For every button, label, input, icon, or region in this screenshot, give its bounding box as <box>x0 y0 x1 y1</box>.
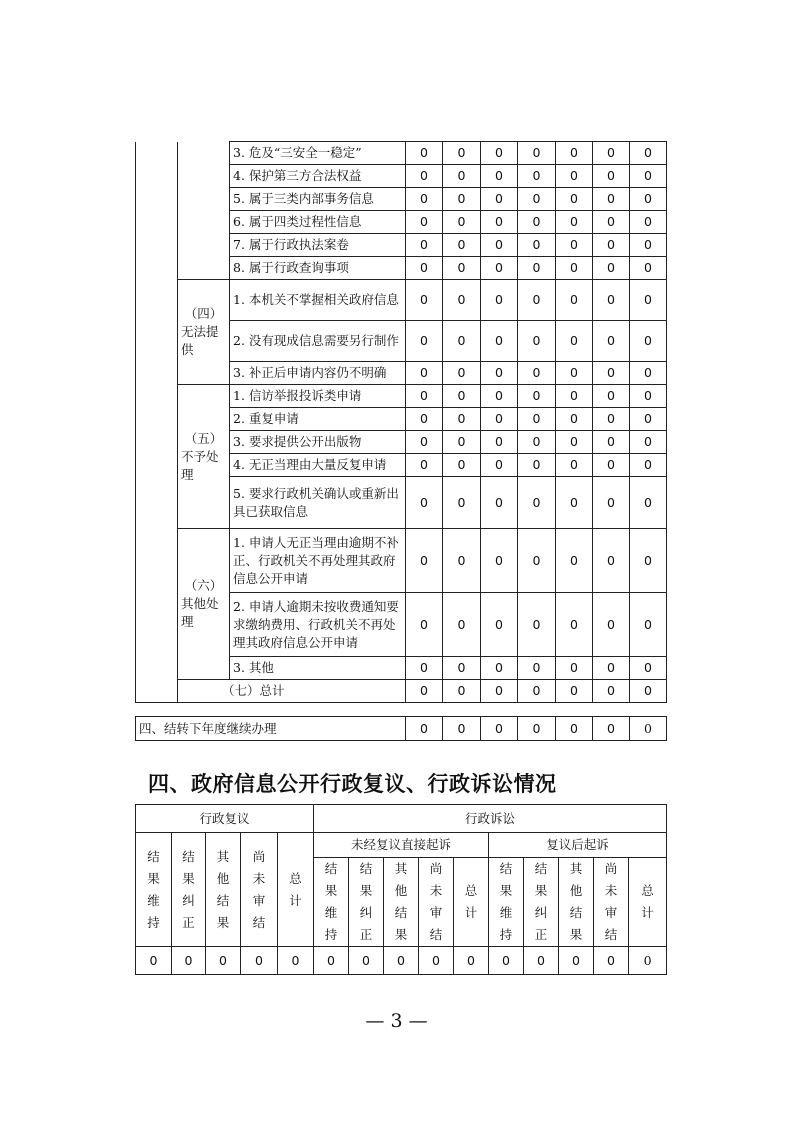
category-number: （六） <box>184 578 223 593</box>
value-cell: 0 <box>556 321 593 362</box>
value-cell: 0 <box>593 529 630 593</box>
col-label: 其他结果 <box>394 861 408 942</box>
value-cell: 0 <box>384 947 419 975</box>
value-cell: 0 <box>630 142 667 165</box>
category-name: 不予处理 <box>181 448 219 482</box>
value-cell: 0 <box>443 165 481 188</box>
value-cell: 0 <box>481 188 518 211</box>
col-pending <box>241 833 278 947</box>
category-name: 其他处理 <box>181 596 219 629</box>
value-cell: 0 <box>593 477 630 529</box>
value-cell: 0 <box>559 947 594 975</box>
value-cell: 0 <box>481 280 518 321</box>
value-cell: 0 <box>593 454 630 477</box>
value-cell: 0 <box>406 321 443 362</box>
value-cell: 0 <box>241 947 278 975</box>
value-cell: 0 <box>593 657 630 680</box>
col-other <box>206 833 241 947</box>
section-heading: 四、政府信息公开行政复议、行政诉讼情况 <box>148 772 557 796</box>
value-cell: 0 <box>518 529 556 593</box>
value-cell: 0 <box>518 280 556 321</box>
value-cell: 0 <box>518 657 556 680</box>
value-cell: 0 <box>556 165 593 188</box>
value-cell: 0 <box>630 321 667 362</box>
value-cell: 0 <box>556 593 593 657</box>
item-label: 6. 属于四类过程性信息 <box>230 211 406 234</box>
value-cell: 0 <box>518 385 556 408</box>
value-cell: 0 <box>593 362 630 385</box>
value-cell: 0 <box>481 680 518 703</box>
item-label: 7. 属于行政执法案卷 <box>230 234 406 257</box>
value-cell: 0 <box>443 593 481 657</box>
value-cell: 0 <box>556 477 593 529</box>
review-litigation-table <box>135 804 667 975</box>
value-cell: 0 <box>481 142 518 165</box>
value-cell: 0 <box>556 680 593 703</box>
item-label: 8. 属于行政查询事项 <box>230 257 406 280</box>
value-cell: 0 <box>556 234 593 257</box>
value-cell: 0 <box>518 211 556 234</box>
col-corrected <box>172 833 206 947</box>
category-name: 无法提供 <box>181 324 219 357</box>
value-cell: 0 <box>556 385 593 408</box>
value-cell: 0 <box>481 165 518 188</box>
item-label: 3. 补正后申请内容仍不明确 <box>230 362 406 385</box>
value-cell: 0 <box>481 408 518 431</box>
value-cell: 0 <box>518 165 556 188</box>
value-cell: 0 <box>630 529 667 593</box>
col-label: 结果纠正 <box>182 848 195 930</box>
value-cell: 0 <box>593 680 630 703</box>
item-label: 3. 其他 <box>230 657 406 680</box>
col-label: 结果纠正 <box>534 861 548 942</box>
col-other <box>384 858 419 947</box>
value-cell: 0 <box>518 234 556 257</box>
value-cell: 0 <box>593 234 630 257</box>
value-cell: 0 <box>556 280 593 321</box>
col-uphold <box>314 858 349 947</box>
value-cell: 0 <box>443 477 481 529</box>
value-cell: 0 <box>406 142 443 165</box>
item-label: 2. 没有现成信息需要另行制作 <box>230 321 406 362</box>
col-label: 总计 <box>464 883 478 920</box>
value-cell: 0 <box>481 385 518 408</box>
total-label: （七）总计 <box>178 680 406 703</box>
value-cell: 0 <box>630 257 667 280</box>
item-label: 4. 保护第三方合法权益 <box>230 165 406 188</box>
col-pending <box>419 858 454 947</box>
item-label: 5. 属于三类内部事务信息 <box>230 188 406 211</box>
value-cell: 0 <box>443 717 481 741</box>
item-label: 3. 危及“三安全一稳定” <box>230 142 406 165</box>
value-cell: 0 <box>406 165 443 188</box>
value-cell: 0 <box>481 657 518 680</box>
value-cell: 0 <box>406 680 443 703</box>
value-cell: 0 <box>630 431 667 454</box>
header-direct-suit: 未经复议直接起诉 <box>314 833 489 858</box>
value-cell: 0 <box>489 947 524 975</box>
category-number: （四） <box>184 306 223 321</box>
category-other-handling <box>178 529 230 680</box>
value-cell: 0 <box>481 529 518 593</box>
value-cell: 0 <box>481 717 518 741</box>
value-cell: 0 <box>349 947 384 975</box>
header-admin-litigation: 行政诉讼 <box>314 805 667 833</box>
value-cell: 0 <box>172 947 206 975</box>
value-cell: 0 <box>406 657 443 680</box>
value-cell: 0 <box>556 257 593 280</box>
value-cell: 0 <box>481 431 518 454</box>
col-uphold <box>136 833 172 947</box>
outer-blank-cell <box>136 142 178 703</box>
value-cell: 0 <box>630 680 667 703</box>
value-cell: 0 <box>593 211 630 234</box>
value-cell: 0 <box>556 657 593 680</box>
value-cell: 0 <box>443 211 481 234</box>
value-cell: 0 <box>593 280 630 321</box>
value-cell: 0 <box>406 717 443 741</box>
value-cell: 0 <box>314 947 349 975</box>
value-cell: 0 <box>593 142 630 165</box>
value-cell: 0 <box>406 234 443 257</box>
col-label: 结果纠正 <box>359 861 373 942</box>
value-cell: 0 <box>443 188 481 211</box>
value-cell: 0 <box>443 257 481 280</box>
value-cell: 0 <box>406 362 443 385</box>
value-cell: 0 <box>630 234 667 257</box>
value-cell: 0 <box>518 680 556 703</box>
value-cell: 0 <box>443 657 481 680</box>
value-cell: 0 <box>593 165 630 188</box>
value-cell: 0 <box>594 947 629 975</box>
value-cell: 0 <box>443 321 481 362</box>
value-cell: 0 <box>406 477 443 529</box>
item-label: 1. 申请人无正当理由逾期不补正、行政机关不再处理其政府信息公开申请 <box>230 529 406 593</box>
value-cell: 0 <box>556 529 593 593</box>
application-handling-table <box>135 141 667 703</box>
value-cell: 0 <box>406 211 443 234</box>
item-label: 3. 要求提供公开出版物 <box>230 431 406 454</box>
value-cell: 0 <box>630 211 667 234</box>
col-label: 总计 <box>289 870 302 908</box>
value-cell: 0 <box>630 477 667 529</box>
value-cell: 0 <box>518 362 556 385</box>
value-cell: 0 <box>518 431 556 454</box>
value-cell: 0 <box>630 717 667 741</box>
page-number: — 3 — <box>365 1010 428 1032</box>
col-label: 尚未审结 <box>429 861 443 942</box>
value-cell: 0 <box>556 454 593 477</box>
value-cell: 0 <box>556 362 593 385</box>
value-cell: 0 <box>556 717 593 741</box>
value-cell: 0 <box>481 593 518 657</box>
value-cell: 0 <box>630 165 667 188</box>
item-label: 4. 无正当理由大量反复申请 <box>230 454 406 477</box>
value-cell: 0 <box>630 280 667 321</box>
col-label: 尚未审结 <box>252 848 266 930</box>
value-cell: 0 <box>518 717 556 741</box>
value-cell: 0 <box>406 385 443 408</box>
value-cell: 0 <box>481 362 518 385</box>
col-label: 总计 <box>641 883 654 920</box>
value-cell: 0 <box>593 385 630 408</box>
value-cell: 0 <box>443 362 481 385</box>
value-cell: 0 <box>481 477 518 529</box>
value-cell: 0 <box>206 947 241 975</box>
value-cell: 0 <box>406 408 443 431</box>
value-cell: 0 <box>518 408 556 431</box>
value-cell: 0 <box>518 142 556 165</box>
value-cell: 0 <box>481 257 518 280</box>
col-label: 结果维持 <box>499 861 513 942</box>
value-cell: 0 <box>481 321 518 362</box>
item-label: 2. 重复申请 <box>230 408 406 431</box>
value-cell: 0 <box>481 234 518 257</box>
category-number: （五） <box>184 430 223 446</box>
value-cell: 0 <box>630 188 667 211</box>
value-cell: 0 <box>481 454 518 477</box>
col-other <box>559 858 594 947</box>
col-pending <box>594 858 629 947</box>
item-label: 1. 本机关不掌握相关政府信息 <box>230 280 406 321</box>
category-blank-cell <box>178 142 230 280</box>
value-cell: 0 <box>406 529 443 593</box>
value-cell: 0 <box>630 385 667 408</box>
value-cell: 0 <box>556 431 593 454</box>
col-uphold <box>489 858 524 947</box>
value-cell: 0 <box>630 593 667 657</box>
value-cell: 0 <box>406 257 443 280</box>
carry-over-table <box>135 716 667 741</box>
value-cell: 0 <box>406 593 443 657</box>
value-cell: 0 <box>443 529 481 593</box>
value-cell: 0 <box>593 321 630 362</box>
col-label: 结果维持 <box>324 861 338 942</box>
col-label: 结果维持 <box>147 848 160 930</box>
value-cell: 0 <box>136 947 172 975</box>
value-cell: 0 <box>443 234 481 257</box>
value-cell: 0 <box>443 385 481 408</box>
value-cell: 0 <box>518 454 556 477</box>
value-cell: 0 <box>481 211 518 234</box>
item-label: 5. 要求行政机关确认或重新出具已获取信息 <box>230 477 406 529</box>
category-not-processed <box>178 385 230 529</box>
value-cell: 0 <box>556 211 593 234</box>
value-cell: 0 <box>518 593 556 657</box>
value-cell: 0 <box>419 947 454 975</box>
value-cell: 0 <box>518 188 556 211</box>
col-total <box>278 833 314 947</box>
value-cell: 0 <box>406 454 443 477</box>
col-corrected <box>349 858 384 947</box>
value-cell: 0 <box>630 657 667 680</box>
value-cell: 0 <box>593 593 630 657</box>
header-admin-review: 行政复议 <box>136 805 314 833</box>
col-total <box>629 858 667 947</box>
col-label: 其他结果 <box>569 861 583 942</box>
value-cell: 0 <box>556 408 593 431</box>
col-total <box>454 858 489 947</box>
value-cell: 0 <box>593 408 630 431</box>
value-cell: 0 <box>556 188 593 211</box>
col-label: 尚未审结 <box>604 861 618 942</box>
value-cell: 0 <box>443 454 481 477</box>
value-cell: 0 <box>443 680 481 703</box>
carry-over-label: 四、结转下年度继续办理 <box>136 717 406 741</box>
item-label: 2. 申请人逾期未按收费通知要求缴纳费用、行政机关不再处理其政府信息公开申请 <box>230 593 406 657</box>
value-cell: 0 <box>406 431 443 454</box>
value-cell: 0 <box>518 257 556 280</box>
value-cell: 0 <box>443 280 481 321</box>
value-cell: 0 <box>518 477 556 529</box>
value-cell: 0 <box>443 408 481 431</box>
item-label: 1. 信访举报投诉类申请 <box>230 385 406 408</box>
value-cell: 0 <box>406 280 443 321</box>
value-cell: 0 <box>443 431 481 454</box>
value-cell: 0 <box>593 431 630 454</box>
value-cell: 0 <box>593 257 630 280</box>
value-cell: 0 <box>630 454 667 477</box>
value-cell: 0 <box>454 947 489 975</box>
value-cell: 0 <box>406 188 443 211</box>
value-cell: 0 <box>518 321 556 362</box>
value-cell: 0 <box>593 188 630 211</box>
value-cell: 0 <box>630 408 667 431</box>
value-cell: 0 <box>556 142 593 165</box>
value-cell: 0 <box>278 947 314 975</box>
value-cell: 0 <box>630 362 667 385</box>
value-cell: 0 <box>629 947 667 975</box>
col-label: 其他结果 <box>216 848 230 930</box>
col-corrected <box>524 858 559 947</box>
value-cell: 0 <box>524 947 559 975</box>
category-cannot-provide <box>178 280 230 385</box>
value-cell: 0 <box>443 142 481 165</box>
value-cell: 0 <box>593 717 630 741</box>
header-after-review: 复议后起诉 <box>489 833 667 858</box>
